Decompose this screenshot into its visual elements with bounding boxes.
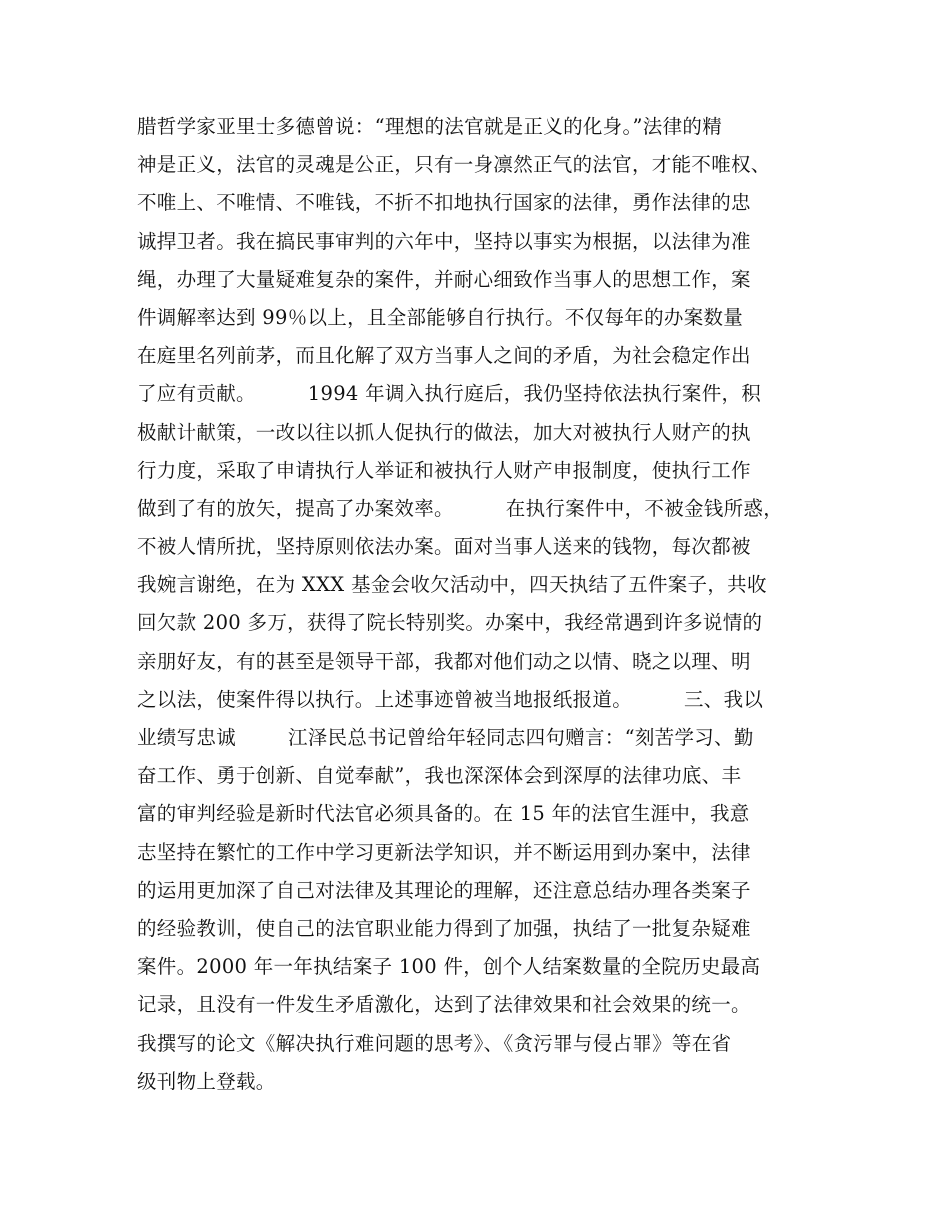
text-line-7: 在庭里名列前茅，而且化解了双方当事人之间的矛盾，为社会稳定作出 [137, 344, 751, 368]
text-line-3: 不唯上、不唯情、不唯钱，不折不扣地执行国家的法律，勇作法律的忠 [137, 191, 751, 215]
text-line-24: 记录，且没有一件发生矛盾激化，达到了法律效果和社会效果的统一。 [137, 993, 751, 1017]
text-line-26: 级刊物上登载。 [137, 1069, 276, 1093]
text-line-6: 件调解率达到 99％以上，且全部能够自行执行。不仅每年的办案数量 [137, 305, 744, 329]
text-line-4: 诚捍卫者。我在搞民事审判的六年中，坚持以事实为根据，以法律为准 [137, 229, 751, 253]
text-line-21: 的运用更加深了自己对法律及其理论的理解，还注意总结办理各类案子 [137, 878, 751, 902]
text-line-14: 回欠款 200 多万，获得了院长特别奖。办案中，我经常遇到许多说情的 [137, 611, 763, 635]
text-line-23: 案件。2000 年一年执结案子 100 件，创个人结案数量的全院历史最高 [137, 955, 761, 979]
text-line-20: 志坚持在繁忙的工作中学习更新法学知识，并不断运用到办案中，法律 [137, 840, 751, 864]
text-line-13: 我婉言谢绝，在为 XXX 基金会收欠活动中，四天执结了五件案子，共收 [137, 573, 767, 597]
text-line-25: 我撰写的论文《解决执行难问题的思考》、《贪污罪与侵占罪》等在省 [137, 1031, 732, 1055]
text-line-1: 腊哲学家亚里士多德曾说：“理想的法官就是正义的化身。”法律的精 [137, 115, 722, 138]
text-line-5: 绳，办理了大量疑难复杂的案件，并耐心细致作当事人的思想工作，案 [137, 267, 751, 291]
text-line-17: 业绩写忠诚 江泽民总书记曾给年轻同志四句赠言：“刻苦学习、勤 [137, 726, 754, 749]
text-line-11: 做到了有的放矢，提高了办案效率。 在执行案件中，不被金钱所惑， [137, 496, 783, 520]
text-line-18: 奋工作、勇于创新、自觉奉献”，我也深深体会到深厚的法律功底、丰 [137, 764, 742, 788]
text-line-2: 神是正义，法官的灵魂是公正，只有一身凛然正气的法官，才能不唯权、 [137, 153, 771, 177]
text-line-19: 富的审判经验是新时代法官必须具备的。在 15 年的法官生涯中，我意 [137, 802, 750, 826]
text-line-9: 极献计献策，一改以往以抓人促执行的做法，加大对被执行人财产的执 [137, 420, 751, 444]
text-line-15: 亲朋好友，有的甚至是领导干部，我都对他们动之以情、晓之以理、明 [137, 649, 751, 673]
text-line-22: 的经验教训，使自己的法官职业能力得到了加强，执结了一批复杂疑难 [137, 916, 751, 940]
text-line-12: 不被人情所扰，坚持原则依法办案。面对当事人送来的钱物，每次都被 [137, 535, 751, 559]
text-line-10: 行力度，采取了申请执行人举证和被执行人财产申报制度，使执行工作 [137, 458, 751, 482]
text-line-16: 之以法，使案件得以执行。上述事迹曾被当地报纸报道。 三、我以 [137, 687, 764, 711]
body-text [137, 108, 837, 1101]
text-line-8: 了应有贡献。 1994 年调入执行庭后，我仍坚持依法执行案件，积 [137, 382, 762, 406]
